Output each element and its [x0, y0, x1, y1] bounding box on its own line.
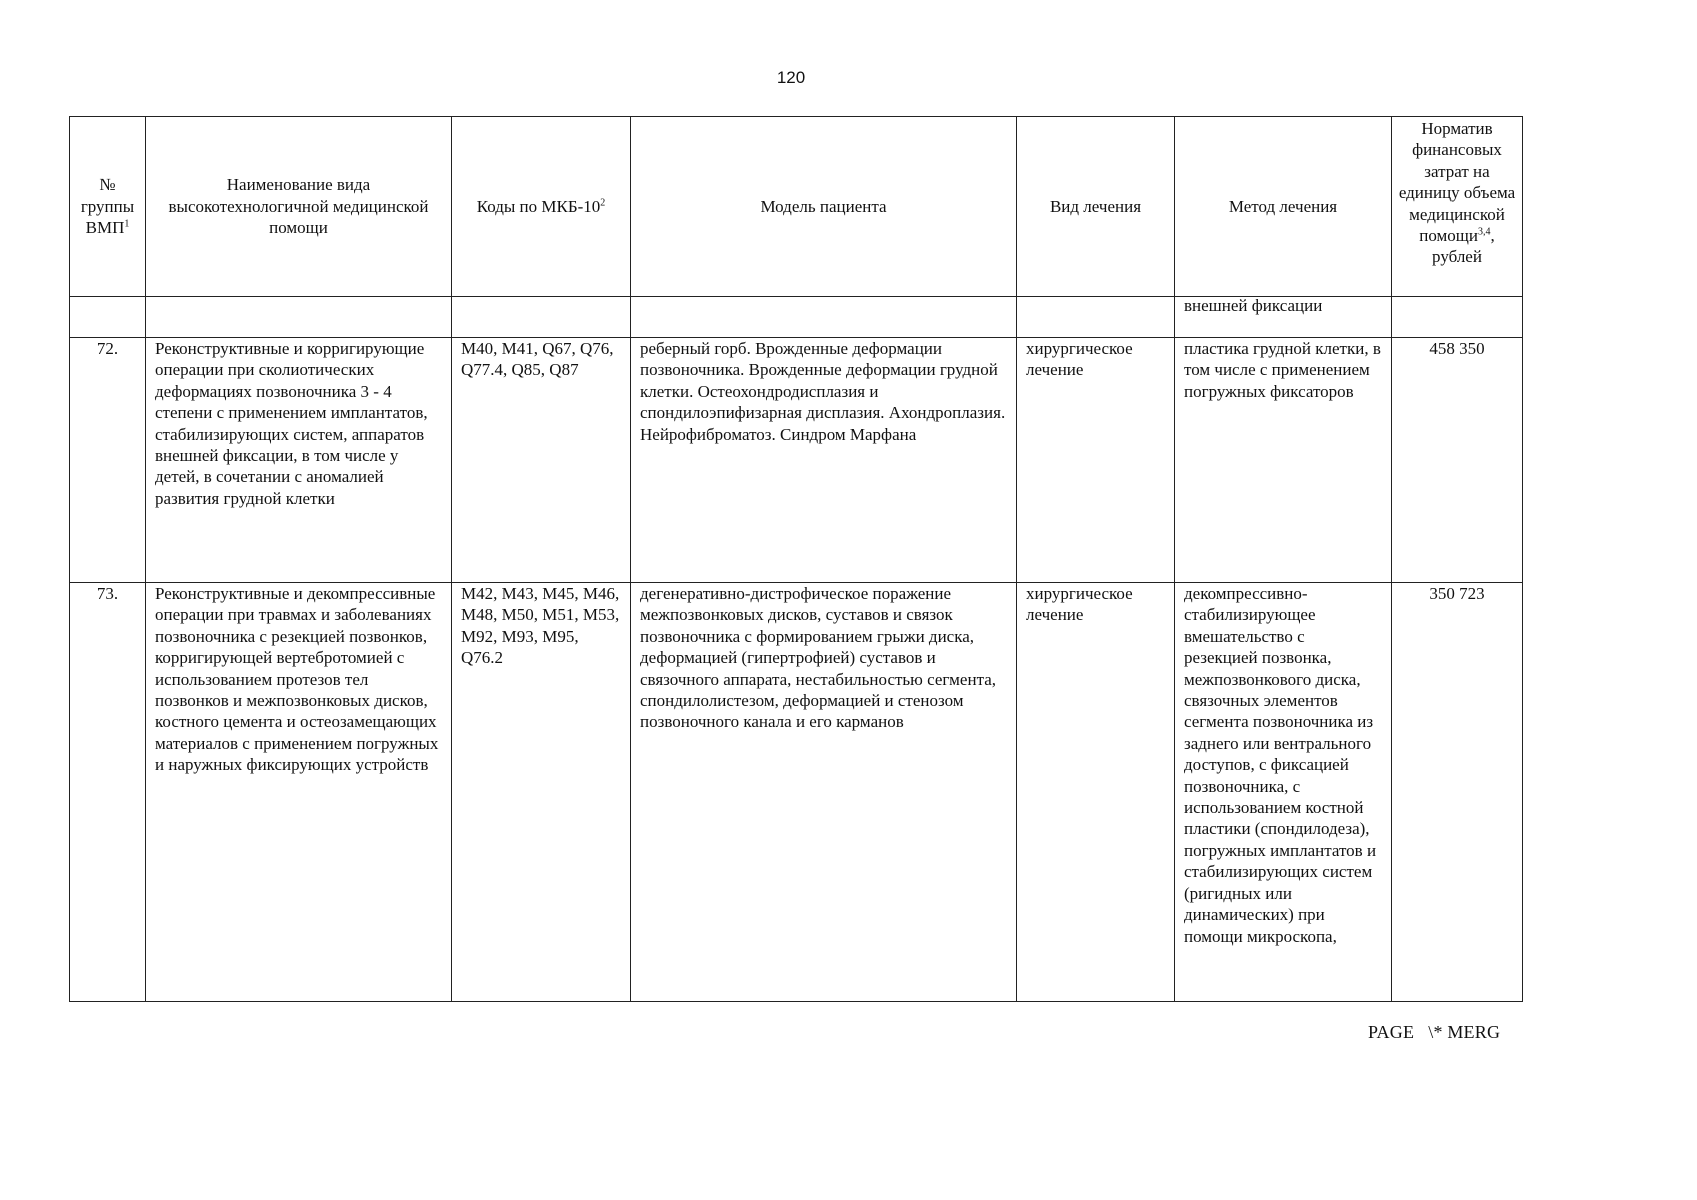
cell-group-no: 72.: [70, 338, 146, 583]
cell-group-no: 73.: [70, 583, 146, 1002]
cell-icd-codes: M40, M41, Q67, Q76, Q77.4, Q85, Q87: [452, 338, 631, 583]
table-row: [70, 583, 1523, 1002]
cell-icd-codes: [452, 297, 631, 338]
cell-norm: [1392, 297, 1523, 338]
page-number: 120: [776, 68, 806, 87]
header-treatment-type: Вид лечения: [1017, 117, 1175, 297]
cell-patient-model: [631, 297, 1017, 338]
cell-treatment-type: [1017, 297, 1175, 338]
cell-icd-codes: M42, M43, M45, M46, M48, M50, M51, M53, M92, M93, M95, Q76.2: [452, 583, 631, 1002]
cell-norm: 350 723: [1392, 583, 1523, 1002]
cell-care-type: Реконструктивные и декомпрессивные операции при травмах и заболеваниях позвоночника с резекцией позвонков, корригирующей вертебротомией с использованием протезов тел позвонков и межпозвонковых дисков, костного цемента и остеозамещающих материалов с применением погружных и наружных фиксирующих устройств: [146, 583, 452, 1002]
footer-page-field: PAGE \* MERG: [1368, 1022, 1501, 1042]
cell-patient-model: дегенеративно-дистрофическое поражение межпозвонковых дисков, суставов и связок позвоночника с формированием грыжи диска, деформацией (гипертрофией) суставов и связочного аппарата, нестабильностью сегмента, спондилолистезом, деформацией и стенозом позвоночного канала и его карманов: [631, 583, 1017, 1002]
hmc-table: [69, 116, 1523, 1002]
header-group-no: № группы ВМП$^1$: [70, 117, 146, 297]
header-care-type: Наименование вида высокотехнологичной медицинской помощи: [146, 117, 452, 297]
cell-treatment-method: пластика грудной клетки, в том числе с применением погружных фиксаторов: [1175, 338, 1392, 583]
header-norm: Норматив финансовых затрат на единицу объема медицинской помощи$^{3,4}$, рублей: [1392, 117, 1523, 297]
cell-patient-model: реберный горб. Врожденные деформации позвоночника. Врожденные деформации грудной клетки. Остеохондродисплазия и спондилоэпифизарная дисплазия. Ахондроплазия. Нейрофиброматоз. Синдром Марфана: [631, 338, 1017, 583]
header-icd-codes: Коды по МКБ-$10^2$: [452, 117, 631, 297]
cell-norm: 458 350: [1392, 338, 1523, 583]
cell-care-type: Реконструктивные и корригирующие операции при сколиотических деформациях позвоночника 3 - 4 степени с применением имплантатов, стабилизирующих систем, аппаратов внешней фиксации, в том числе у детей, в сочетании с аномалией развития грудной клетки: [146, 338, 452, 583]
cell-group-no: [70, 297, 146, 338]
cell-treatment-type: хирургическое лечение: [1017, 583, 1175, 1002]
cell-treatment-method: внешней фиксации: [1175, 297, 1392, 338]
cell-treatment-type: хирургическое лечение: [1017, 338, 1175, 583]
cell-treatment-method: декомпрессивно-стабилизирующее вмешательство с резекцией позвонка, межпозвонкового диска, связочных элементов сегмента позвоночника из заднего или вентрального доступов, с фиксацией позвоночника, с использованием костной пластики (спондилодеза), погружных имплантатов и стабилизирующих систем (ригидных или динамических) при помощи микроскопа,: [1175, 583, 1392, 1002]
header-patient-model: Модель пациента: [631, 117, 1017, 297]
table-row: [70, 338, 1523, 583]
header-treatment-method: Метод лечения: [1175, 117, 1392, 297]
table-row-continuation: [70, 297, 1523, 338]
cell-care-type: [146, 297, 452, 338]
table-header-row: [70, 117, 1523, 297]
